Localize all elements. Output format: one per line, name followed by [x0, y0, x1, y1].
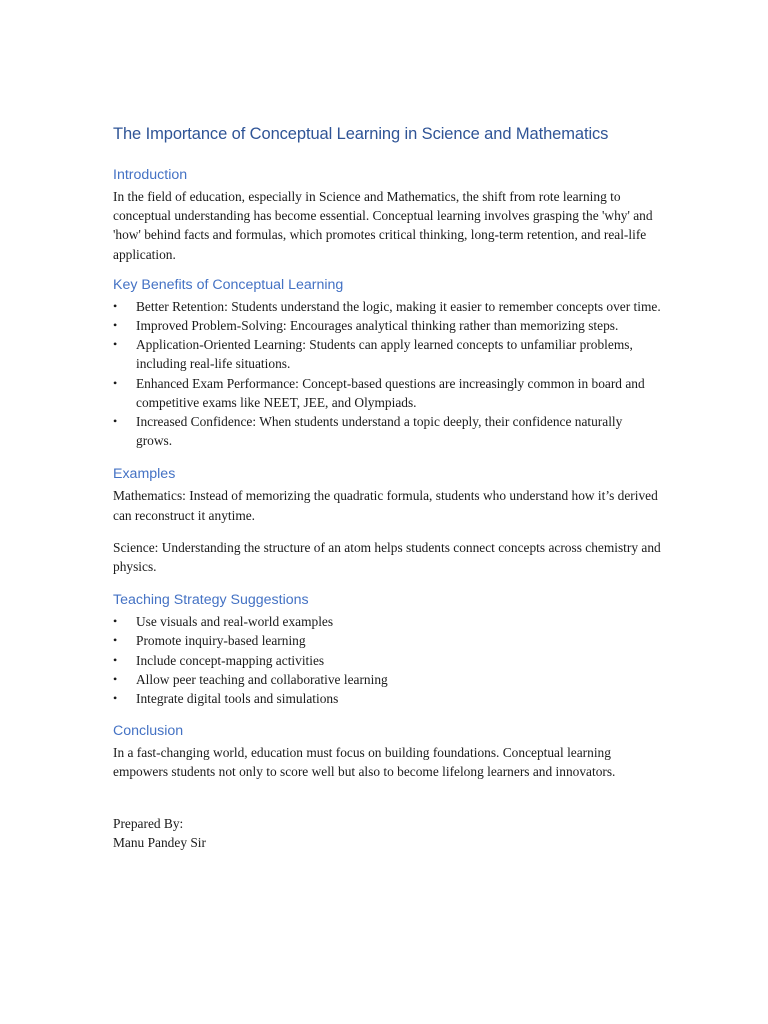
conclusion-paragraph: In a fast-changing world, education must focus on building foundations. Conceptual learning empowers students not only to score well but also to become lifelong learners and innovators.: [113, 745, 616, 780]
teaching-list: [113, 612, 661, 708]
examples-section: [113, 464, 661, 576]
list-item-text: Use visuals and real-world examples: [136, 614, 334, 630]
list-item: [113, 335, 661, 373]
bullet-icon: •: [113, 614, 118, 629]
signature-block: [113, 814, 661, 852]
list-item-text: Application-Oriented Learning: Students can apply learned concepts to unfamiliar problems, including real-life situations.: [136, 337, 633, 372]
conclusion-section: [113, 721, 661, 781]
teaching-heading: Teaching Strategy Suggestions: [113, 592, 309, 609]
benefits-heading: Key Benefits of Conceptual Learning: [113, 276, 344, 293]
teaching-section: [113, 590, 661, 708]
list-item-text: Better Retention: Students understand the logic, making it easier to remember concepts over time.: [136, 298, 661, 314]
list-item: [113, 689, 661, 708]
list-item: [113, 612, 661, 631]
bullet-icon: •: [113, 337, 118, 352]
list-item-text: Improved Problem-Solving: Encourages analytical thinking rather than memorizing steps.: [136, 318, 619, 334]
math-example-paragraph: Mathematics: Instead of memorizing the quadratic formula, students who understand how it’s derived can reconstruct it anytime.: [113, 488, 658, 523]
list-item: [113, 374, 661, 412]
list-item-text: Allow peer teaching and collaborative learning: [136, 671, 388, 687]
introduction-heading: Introduction: [113, 167, 188, 183]
list-item: [113, 670, 661, 689]
bullet-icon: •: [113, 414, 118, 429]
list-item: [113, 631, 661, 650]
list-item-text: Increased Confidence: When students understand a topic deeply, their confidence naturally grows.: [136, 414, 623, 449]
bullet-icon: •: [113, 652, 118, 667]
document-page: [113, 120, 661, 852]
document-title: The Importance of Conceptual Learning in Science and Mathematics: [113, 125, 609, 143]
bullet-icon: •: [113, 298, 118, 313]
list-item: [113, 412, 661, 450]
introduction-section: [113, 165, 661, 264]
list-item-text: Integrate digital tools and simulations: [136, 691, 339, 707]
bullet-icon: •: [113, 375, 118, 390]
list-item: [113, 651, 661, 670]
bullet-icon: •: [113, 671, 118, 686]
list-item-text: Include concept-mapping activities: [136, 652, 325, 668]
list-item-text: Promote inquiry-based learning: [136, 633, 306, 649]
author-name: Manu Pandey Sir: [113, 834, 206, 850]
bullet-icon: •: [113, 633, 118, 648]
benefits-list: [113, 297, 661, 451]
paragraph-spacer: [113, 525, 661, 538]
conclusion-heading: Conclusion: [113, 723, 184, 740]
list-item: [113, 316, 661, 335]
introduction-paragraph: In the field of education, especially in Science and Mathematics, the shift from rote learning to conceptual understanding has become essential. Conceptual learning involves grasping the 'why' and 'how' behind facts and formulas, which promotes critical thinking, long-term retention, and real-life application.: [113, 189, 653, 262]
prepared-by-label: Prepared By:: [113, 815, 184, 831]
benefits-section: [113, 275, 661, 451]
list-item: [113, 297, 661, 316]
list-item-text: Enhanced Exam Performance: Concept-based questions are increasingly common in board and competitive exams like NEET, JEE, and Olympiads.: [136, 375, 645, 410]
science-example-paragraph: Science: Understanding the structure of an atom helps students connect concepts across chemistry and physics.: [113, 539, 661, 575]
bullet-icon: •: [113, 691, 118, 706]
examples-heading: Examples: [113, 466, 176, 483]
bullet-icon: •: [113, 318, 118, 333]
